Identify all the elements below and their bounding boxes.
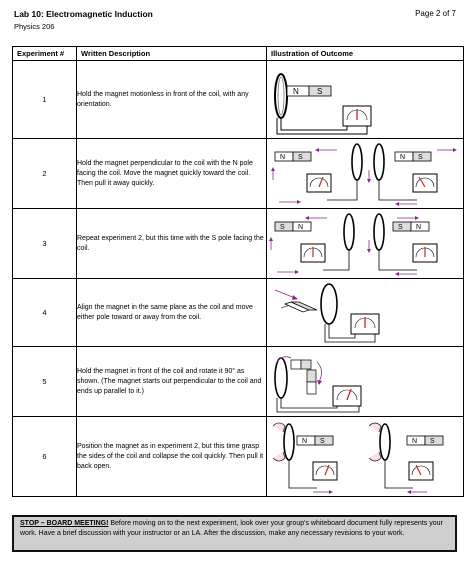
stop-label: STOP – BOARD MEETING!	[20, 520, 109, 527]
coil-icon	[275, 358, 287, 398]
stop-board-meeting-callout	[12, 515, 457, 552]
experiment-description: Hold the magnet in front of the coil and rotate it 90° as shown. (The magnet starts out perpendicular to the coil and ends up parallel to it.)	[77, 347, 267, 417]
coil-icon	[321, 284, 337, 324]
table-header-row	[13, 47, 464, 61]
table-row	[13, 209, 464, 279]
experiment-number: 1	[13, 61, 77, 139]
south-label: S	[317, 86, 323, 96]
experiment-description: Hold the magnet perpendicular to the coil with the N pole facing the coil. Move the magnet quickly toward the coil. Then pull it away quickly.	[77, 139, 267, 209]
coil-icon	[284, 424, 294, 460]
hand-icon	[369, 423, 381, 432]
coil-icon	[344, 214, 354, 250]
coil-magnet-illustration	[267, 210, 463, 278]
table-row	[13, 139, 464, 209]
coil-magnet-illustration	[267, 280, 463, 346]
illustration-cell	[267, 139, 464, 209]
coil-magnet-illustration	[267, 62, 463, 138]
column-header-experiment: Experiment #	[13, 47, 77, 61]
experiment-number: 5	[13, 347, 77, 417]
experiment-description: Repeat experiment 2, but this time with the S pole facing the coil.	[77, 209, 267, 279]
experiment-table	[12, 46, 464, 497]
north-label: N	[416, 223, 422, 231]
coil-magnet-illustration	[267, 348, 463, 416]
stop-text: Before moving on to the next experiment, look over your group's whiteboard document fully represents your work. Have a brief discussion with your instructor or an LA. After the discussion, make any necessary revisions to your work.	[20, 520, 443, 537]
magnet-north-icon	[291, 360, 301, 369]
coil-icon	[374, 144, 384, 180]
column-header-illustration: Illustration of Outcome	[267, 47, 464, 61]
south-label: S	[398, 223, 403, 231]
north-label: N	[298, 223, 304, 231]
setup-away	[367, 214, 437, 276]
column-header-description: Written Description	[77, 47, 267, 61]
hand-icon	[369, 452, 381, 461]
illustration-cell	[267, 417, 464, 497]
coil-magnet-illustration	[267, 140, 463, 208]
setup-toward	[271, 144, 362, 204]
coil-icon	[374, 214, 384, 250]
coil-icon	[352, 144, 362, 180]
south-label: S	[418, 153, 423, 161]
experiment-description: Position the magnet as in experiment 2, but this time grasp the sides of the coil and collapse the coil quickly. Then pull it back open.	[77, 417, 267, 497]
coil-magnet-illustration	[267, 418, 463, 496]
coil-icon	[275, 74, 287, 118]
course-name: Physics 206	[14, 22, 55, 31]
experiment-description: Align the magnet in the same plane as the coil and move either pole toward or away from the coil.	[77, 279, 267, 347]
setup-collapse	[273, 423, 337, 494]
lab-title: Lab 10: Electromagnetic Induction	[14, 9, 153, 19]
south-label: S	[280, 223, 285, 231]
illustration-cell	[267, 279, 464, 347]
north-label: N	[412, 437, 418, 445]
south-label: S	[298, 153, 303, 161]
experiment-number: 2	[13, 139, 77, 209]
experiment-number: 6	[13, 417, 77, 497]
table-row	[13, 347, 464, 417]
hand-icon	[273, 452, 285, 461]
experiment-description: Hold the magnet motionless in front of the coil, with any orientation.	[77, 61, 267, 139]
south-label: S	[320, 437, 325, 445]
setup-away	[367, 144, 457, 206]
page-header	[14, 9, 153, 31]
magnet-south-icon	[301, 360, 311, 369]
illustration-cell	[267, 347, 464, 417]
galvanometer-icon	[333, 386, 361, 406]
north-label: N	[280, 153, 286, 161]
hand-icon	[273, 423, 285, 432]
setup-open	[369, 423, 443, 494]
illustration-cell	[267, 61, 464, 139]
north-label: N	[293, 86, 299, 96]
table-row	[13, 417, 464, 497]
experiment-number: 4	[13, 279, 77, 347]
north-label: N	[302, 437, 308, 445]
page-number: Page 2 of 7	[415, 9, 456, 18]
illustration-cell	[267, 209, 464, 279]
south-label: S	[430, 437, 435, 445]
table-row	[13, 279, 464, 347]
table-row	[13, 61, 464, 139]
setup-toward	[269, 214, 354, 274]
coil-icon	[380, 424, 390, 460]
north-label: N	[400, 153, 406, 161]
experiment-number: 3	[13, 209, 77, 279]
